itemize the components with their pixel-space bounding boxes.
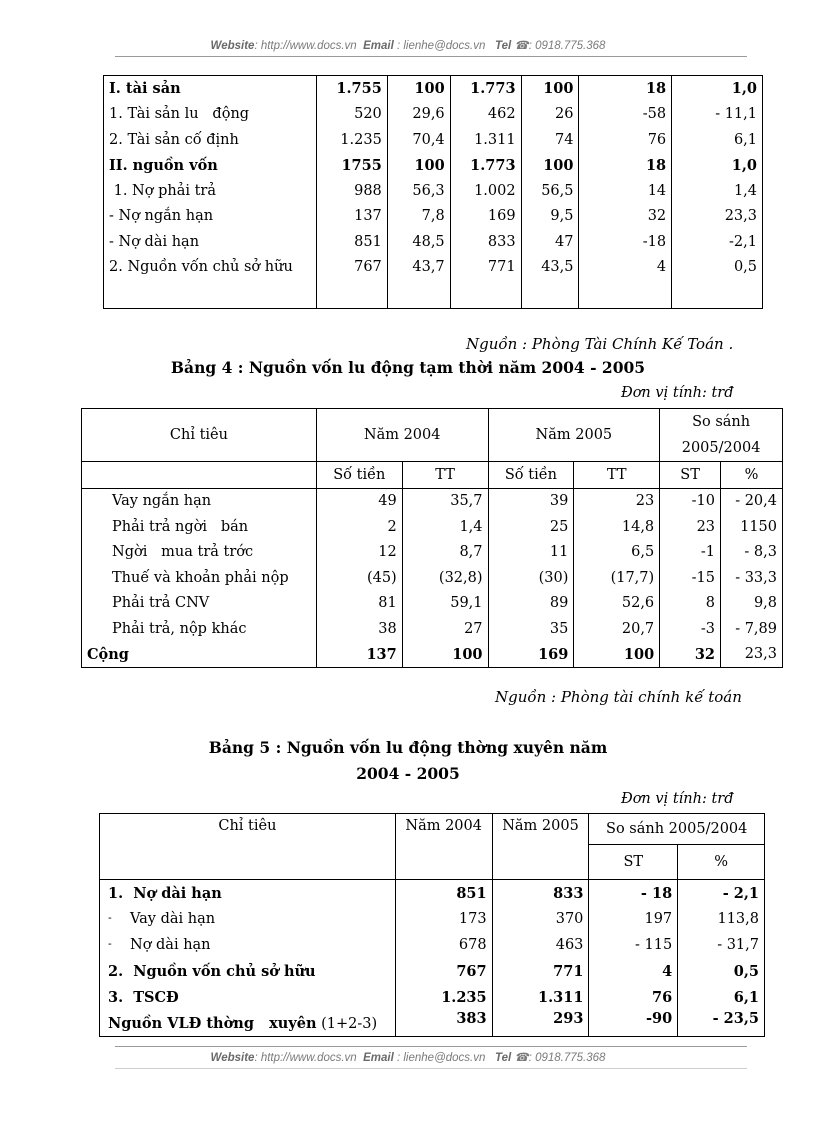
footer-email-label: Email	[363, 1052, 394, 1064]
cell-value: - 11,1	[672, 102, 763, 128]
total-value: 383	[395, 1010, 492, 1037]
table-row	[100, 906, 765, 932]
table-row	[82, 488, 783, 514]
row-label: - Nợ dài hạn	[104, 229, 317, 255]
col-st: ST	[660, 462, 721, 489]
col-2004-tt: TT	[402, 462, 488, 489]
row-label: Vay ngắn hạn	[82, 488, 317, 514]
cell-value: 39	[488, 488, 574, 514]
cell-value: -2,1	[672, 229, 763, 255]
table-row	[104, 76, 763, 102]
footer-website-url[interactable]: : http://www.docs.vn	[254, 1052, 357, 1064]
cell-value: 137	[316, 204, 387, 230]
cell-value: 59,1	[402, 591, 488, 617]
table-row	[104, 229, 763, 255]
row-label-cell	[100, 932, 396, 958]
row-label: 1. Tài sản lu động	[104, 102, 317, 128]
cell-value: - 2,1	[678, 880, 765, 907]
cell-value: 8,7	[402, 540, 488, 566]
total-value: -90	[589, 1010, 678, 1037]
cell-value: 100	[387, 76, 450, 102]
cell-value: (45)	[316, 565, 402, 591]
cell-value: 7,8	[387, 204, 450, 230]
table-row	[82, 616, 783, 642]
row-label: Phải trả, nộp khác	[82, 616, 317, 642]
cell-value: 48,5	[387, 229, 450, 255]
header-website-label: Website	[210, 40, 255, 52]
table-row	[104, 255, 763, 281]
cell-value: 1,4	[672, 178, 763, 204]
cell-value: - 8,3	[721, 540, 783, 566]
total-value: 137	[316, 642, 402, 668]
empty-cell	[316, 280, 387, 309]
t3-col-sosanh: So sánh 2005/2004	[589, 814, 765, 845]
cell-value: 23,3	[672, 204, 763, 230]
cell-value: 56,3	[387, 178, 450, 204]
cell-value: 52,6	[574, 591, 660, 617]
cell-value: (32,8)	[402, 565, 488, 591]
cell-value: 4	[579, 255, 672, 281]
cell-value: 100	[521, 76, 579, 102]
table-row	[104, 102, 763, 128]
row-label: 3. TSCĐ	[108, 988, 179, 1006]
cell-value: 6,5	[574, 540, 660, 566]
row-label: Phải trả ngời bán	[82, 514, 317, 540]
table-row	[104, 153, 763, 179]
total-value: - 23,5	[678, 1010, 765, 1037]
table2-unit: Đơn vị tính: trđ	[621, 385, 734, 401]
cell-value: -10	[660, 488, 721, 514]
cell-value: 173	[395, 906, 492, 932]
table2-source: Nguồn : Phòng tài chính kế toán	[495, 688, 742, 706]
col-2005: Năm 2005	[488, 409, 660, 462]
cell-value: 26	[521, 102, 579, 128]
header-email-label: Email	[363, 40, 394, 52]
cell-value: 1,0	[672, 76, 763, 102]
cell-value: 1.002	[450, 178, 521, 204]
cell-value: 113,8	[678, 906, 765, 932]
cell-value: 70,4	[387, 127, 450, 153]
header-rule	[115, 56, 747, 57]
cell-value: - 115	[589, 932, 678, 958]
cell-value: 23	[574, 488, 660, 514]
cell-value: 47	[521, 229, 579, 255]
row-label: 2. Tài sản cố định	[104, 127, 317, 153]
cell-value: 14	[579, 178, 672, 204]
row-label: 1. Nợ phải trả	[104, 178, 317, 204]
cell-value: 14,8	[574, 514, 660, 540]
footer-website-label: Website	[210, 1052, 255, 1064]
cell-value: 6,1	[672, 127, 763, 153]
t3-col-st: ST	[589, 845, 678, 880]
cell-value: 851	[316, 229, 387, 255]
cell-value: 1,0	[672, 153, 763, 179]
table-row	[82, 591, 783, 617]
table3-title-years: 2004 - 2005	[356, 764, 460, 783]
cell-value: 2	[316, 514, 402, 540]
cell-value: 11	[488, 540, 574, 566]
table-row	[104, 178, 763, 204]
col-chitieu-blank	[82, 462, 317, 489]
cell-value: 49	[316, 488, 402, 514]
row-label: Thuế và khoản phải nộp	[82, 565, 317, 591]
cell-value: 12	[316, 540, 402, 566]
table-row	[100, 880, 765, 907]
table-row	[82, 540, 783, 566]
cell-value: 0,5	[678, 958, 765, 984]
total-value: 169	[488, 642, 574, 668]
header-tel-label: Tel	[494, 40, 512, 52]
cell-value: 35	[488, 616, 574, 642]
t3-col-2004: Năm 2004	[395, 814, 492, 880]
t3-col-2005: Năm 2005	[492, 814, 589, 880]
page-header	[0, 38, 816, 52]
cell-value: 29,6	[387, 102, 450, 128]
cell-value: (17,7)	[574, 565, 660, 591]
cell-value: 833	[450, 229, 521, 255]
empty-cell	[579, 280, 672, 309]
row-label: Phải trả CNV	[82, 591, 317, 617]
cell-value: 851	[395, 880, 492, 907]
cell-value: - 20,4	[721, 488, 783, 514]
cell-value: 100	[521, 153, 579, 179]
row-label-cell	[100, 984, 396, 1010]
total-label-cell	[100, 1010, 396, 1037]
table-row-empty	[104, 280, 763, 309]
total-label: Cộng	[82, 642, 317, 668]
cell-value: 100	[387, 153, 450, 179]
cell-value: 4	[589, 958, 678, 984]
cell-value: - 18	[589, 880, 678, 907]
empty-cell	[450, 280, 521, 309]
cell-value: 56,5	[521, 178, 579, 204]
header-tel: : 0918.775.368	[528, 40, 606, 52]
cell-value: 18	[579, 76, 672, 102]
cell-value: 771	[450, 255, 521, 281]
cell-value: 771	[492, 958, 589, 984]
row-label-cell	[100, 906, 396, 932]
cell-value: 1.773	[450, 153, 521, 179]
cell-value: 8	[660, 591, 721, 617]
col-2005-sotien: Số tiền	[488, 462, 574, 489]
cell-value: 833	[492, 880, 589, 907]
col-sosanh: So sánh	[660, 409, 783, 436]
cell-value: 169	[450, 204, 521, 230]
footer-email[interactable]: : lienhe@docs.vn	[396, 1052, 486, 1064]
cell-value: 1.235	[395, 984, 492, 1010]
table-row	[100, 932, 765, 958]
cell-value: 0,5	[672, 255, 763, 281]
cell-value: -15	[660, 565, 721, 591]
t3-col-chitieu: Chỉ tiêu	[100, 814, 396, 880]
empty-cell	[521, 280, 579, 309]
cell-value: - 7,89	[721, 616, 783, 642]
table2-title: Bảng 4 : Nguồn vốn lu động tạm thời năm 2004 - 2005	[170, 358, 646, 377]
col-2004: Năm 2004	[316, 409, 488, 462]
cell-value: 197	[589, 906, 678, 932]
total-value: 293	[492, 1010, 589, 1037]
table3-unit: Đơn vị tính: trđ	[621, 791, 734, 807]
phone-icon: ☎	[514, 1052, 529, 1064]
table-row	[104, 204, 763, 230]
footer-rule	[115, 1046, 747, 1047]
empty-cell	[672, 280, 763, 309]
table-row	[100, 958, 765, 984]
table1-source: Nguồn : Phòng Tài Chính Kế Toán .	[466, 335, 734, 353]
cell-value: 20,7	[574, 616, 660, 642]
cell-value: 35,7	[402, 488, 488, 514]
total-row	[82, 642, 783, 668]
cell-value: 32	[579, 204, 672, 230]
header-website-url[interactable]: : http://www.docs.vn	[254, 40, 357, 52]
row-label: II. nguồn vốn	[104, 153, 317, 179]
row-label: 2. Nguồn vốn chủ sở hữu	[104, 255, 317, 281]
cell-value: -1	[660, 540, 721, 566]
cell-value: 25	[488, 514, 574, 540]
cell-value: 1.773	[450, 76, 521, 102]
row-label-cell	[100, 880, 396, 907]
table-row	[100, 984, 765, 1010]
cell-value: 767	[316, 255, 387, 281]
regular-capital-table	[99, 813, 765, 1037]
total-value: 100	[402, 642, 488, 668]
balance-table	[103, 75, 763, 309]
col-2004-sotien: Số tiền	[316, 462, 402, 489]
cell-value: 18	[579, 153, 672, 179]
short-term-capital-table	[81, 408, 783, 668]
header-email[interactable]: : lienhe@docs.vn	[396, 40, 486, 52]
total-row	[100, 1010, 765, 1037]
empty-cell	[387, 280, 450, 309]
page-footer	[0, 1050, 816, 1064]
cell-value: 988	[316, 178, 387, 204]
cell-value: -18	[579, 229, 672, 255]
total-label: Nguồn VLĐ thờng xuyên	[108, 1014, 317, 1032]
cell-value: 9,8	[721, 591, 783, 617]
cell-value: 27	[402, 616, 488, 642]
cell-value: 1.311	[450, 127, 521, 153]
col-pct: %	[721, 462, 783, 489]
cell-value: - 33,3	[721, 565, 783, 591]
cell-value: 1.235	[316, 127, 387, 153]
cell-value: 76	[579, 127, 672, 153]
cell-value: 23	[660, 514, 721, 540]
cell-value: 1.311	[492, 984, 589, 1010]
table3-title: Bảng 5 : Nguồn vốn lu động thờng xuyên năm	[208, 738, 608, 757]
cell-value: 76	[589, 984, 678, 1010]
total-value: 32	[660, 642, 721, 668]
cell-value: -3	[660, 616, 721, 642]
cell-value: (30)	[488, 565, 574, 591]
col-sosanh-period: 2005/2004	[660, 435, 783, 462]
row-label: Vay dài hạn	[130, 911, 216, 927]
cell-value: 1.755	[316, 76, 387, 102]
cell-value: 1755	[316, 153, 387, 179]
cell-value: -58	[579, 102, 672, 128]
row-label: Ngời mua trả trớc	[82, 540, 317, 566]
t3-col-pct: %	[678, 845, 765, 880]
cell-value: 9,5	[521, 204, 579, 230]
cell-value: 767	[395, 958, 492, 984]
row-label: - Nợ ngắn hạn	[104, 204, 317, 230]
cell-value: 89	[488, 591, 574, 617]
cell-value: 6,1	[678, 984, 765, 1010]
cell-value: 462	[450, 102, 521, 128]
cell-value: - 31,7	[678, 932, 765, 958]
footer-tel: : 0918.775.368	[528, 1052, 606, 1064]
total-value: 23,3	[721, 642, 783, 668]
cell-value: 678	[395, 932, 492, 958]
row-label: 1. Nợ dài hạn	[108, 884, 222, 902]
total-label-suffix: (1+2-3)	[321, 1015, 378, 1032]
phone-icon: ☎	[514, 40, 529, 52]
cell-value: 38	[316, 616, 402, 642]
cell-value: 43,7	[387, 255, 450, 281]
bullet-dash: -	[108, 937, 112, 950]
cell-value: 1150	[721, 514, 783, 540]
empty-cell	[104, 280, 317, 309]
cell-value: 370	[492, 906, 589, 932]
row-label: 2. Nguồn vốn chủ sở hữu	[108, 962, 316, 980]
table-row	[104, 127, 763, 153]
table-row	[82, 565, 783, 591]
bullet-dash: -	[108, 911, 112, 924]
total-value: 100	[574, 642, 660, 668]
cell-value: 74	[521, 127, 579, 153]
row-label: Nợ dài hạn	[130, 937, 211, 953]
cell-value: 43,5	[521, 255, 579, 281]
row-label-cell	[100, 958, 396, 984]
footer-tel-label: Tel	[494, 1052, 512, 1064]
footer-underline	[115, 1068, 747, 1069]
col-chitieu: Chỉ tiêu	[82, 409, 317, 462]
table-row	[82, 514, 783, 540]
row-label: I. tài sản	[104, 76, 317, 102]
cell-value: 81	[316, 591, 402, 617]
cell-value: 520	[316, 102, 387, 128]
cell-value: 1,4	[402, 514, 488, 540]
col-2005-tt: TT	[574, 462, 660, 489]
cell-value: 463	[492, 932, 589, 958]
